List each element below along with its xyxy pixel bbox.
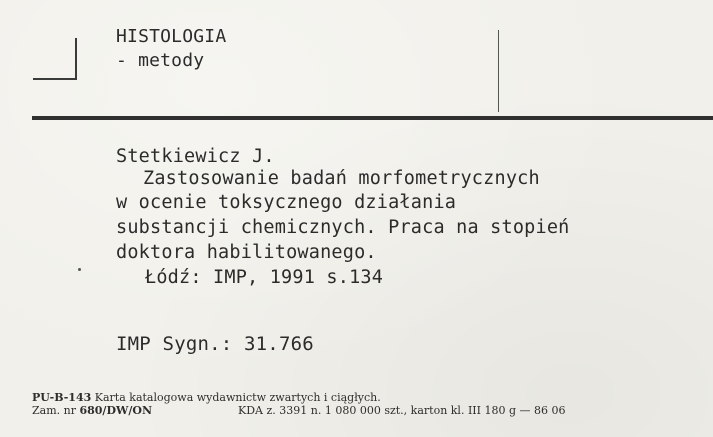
order-label: Zam. nr — [32, 404, 76, 417]
form-title: Karta katalogowa wydawnictw zwartych i ciągłych. — [94, 391, 381, 404]
title-line-3: substancji chemicznych. Praca na stopień — [116, 217, 570, 238]
title-line-4: doktora habilitowanego. — [116, 242, 377, 263]
footer-line-1 — [32, 391, 381, 404]
imprint-line: Łódź: IMP, 1991 s.134 — [145, 267, 384, 288]
subject-subheading: - metody — [116, 50, 205, 71]
form-code: PU-B-143 — [32, 391, 92, 404]
subject-heading: HISTOLOGIA — [116, 26, 227, 47]
title-line-2: w ocenie toksycznego działania — [116, 192, 457, 213]
vertical-rule — [498, 30, 499, 112]
title-line-1: Zastosowanie badań morfometrycznych — [143, 168, 540, 189]
order-number: 680/DW/ON — [79, 404, 152, 417]
footer-line-2 — [32, 404, 152, 417]
stray-tick-mark — [78, 268, 81, 271]
heading-divider-rule — [32, 116, 713, 120]
print-details: KDA z. 3391 n. 1 080 000 szt., karton kl. III 180 g — 86 06 — [238, 404, 566, 417]
author-line: Stetkiewicz J. — [116, 146, 275, 167]
printed-form-footer — [0, 388, 713, 428]
corner-bracket-mark — [33, 38, 77, 80]
call-number: IMP Sygn.: 31.766 — [116, 333, 314, 355]
